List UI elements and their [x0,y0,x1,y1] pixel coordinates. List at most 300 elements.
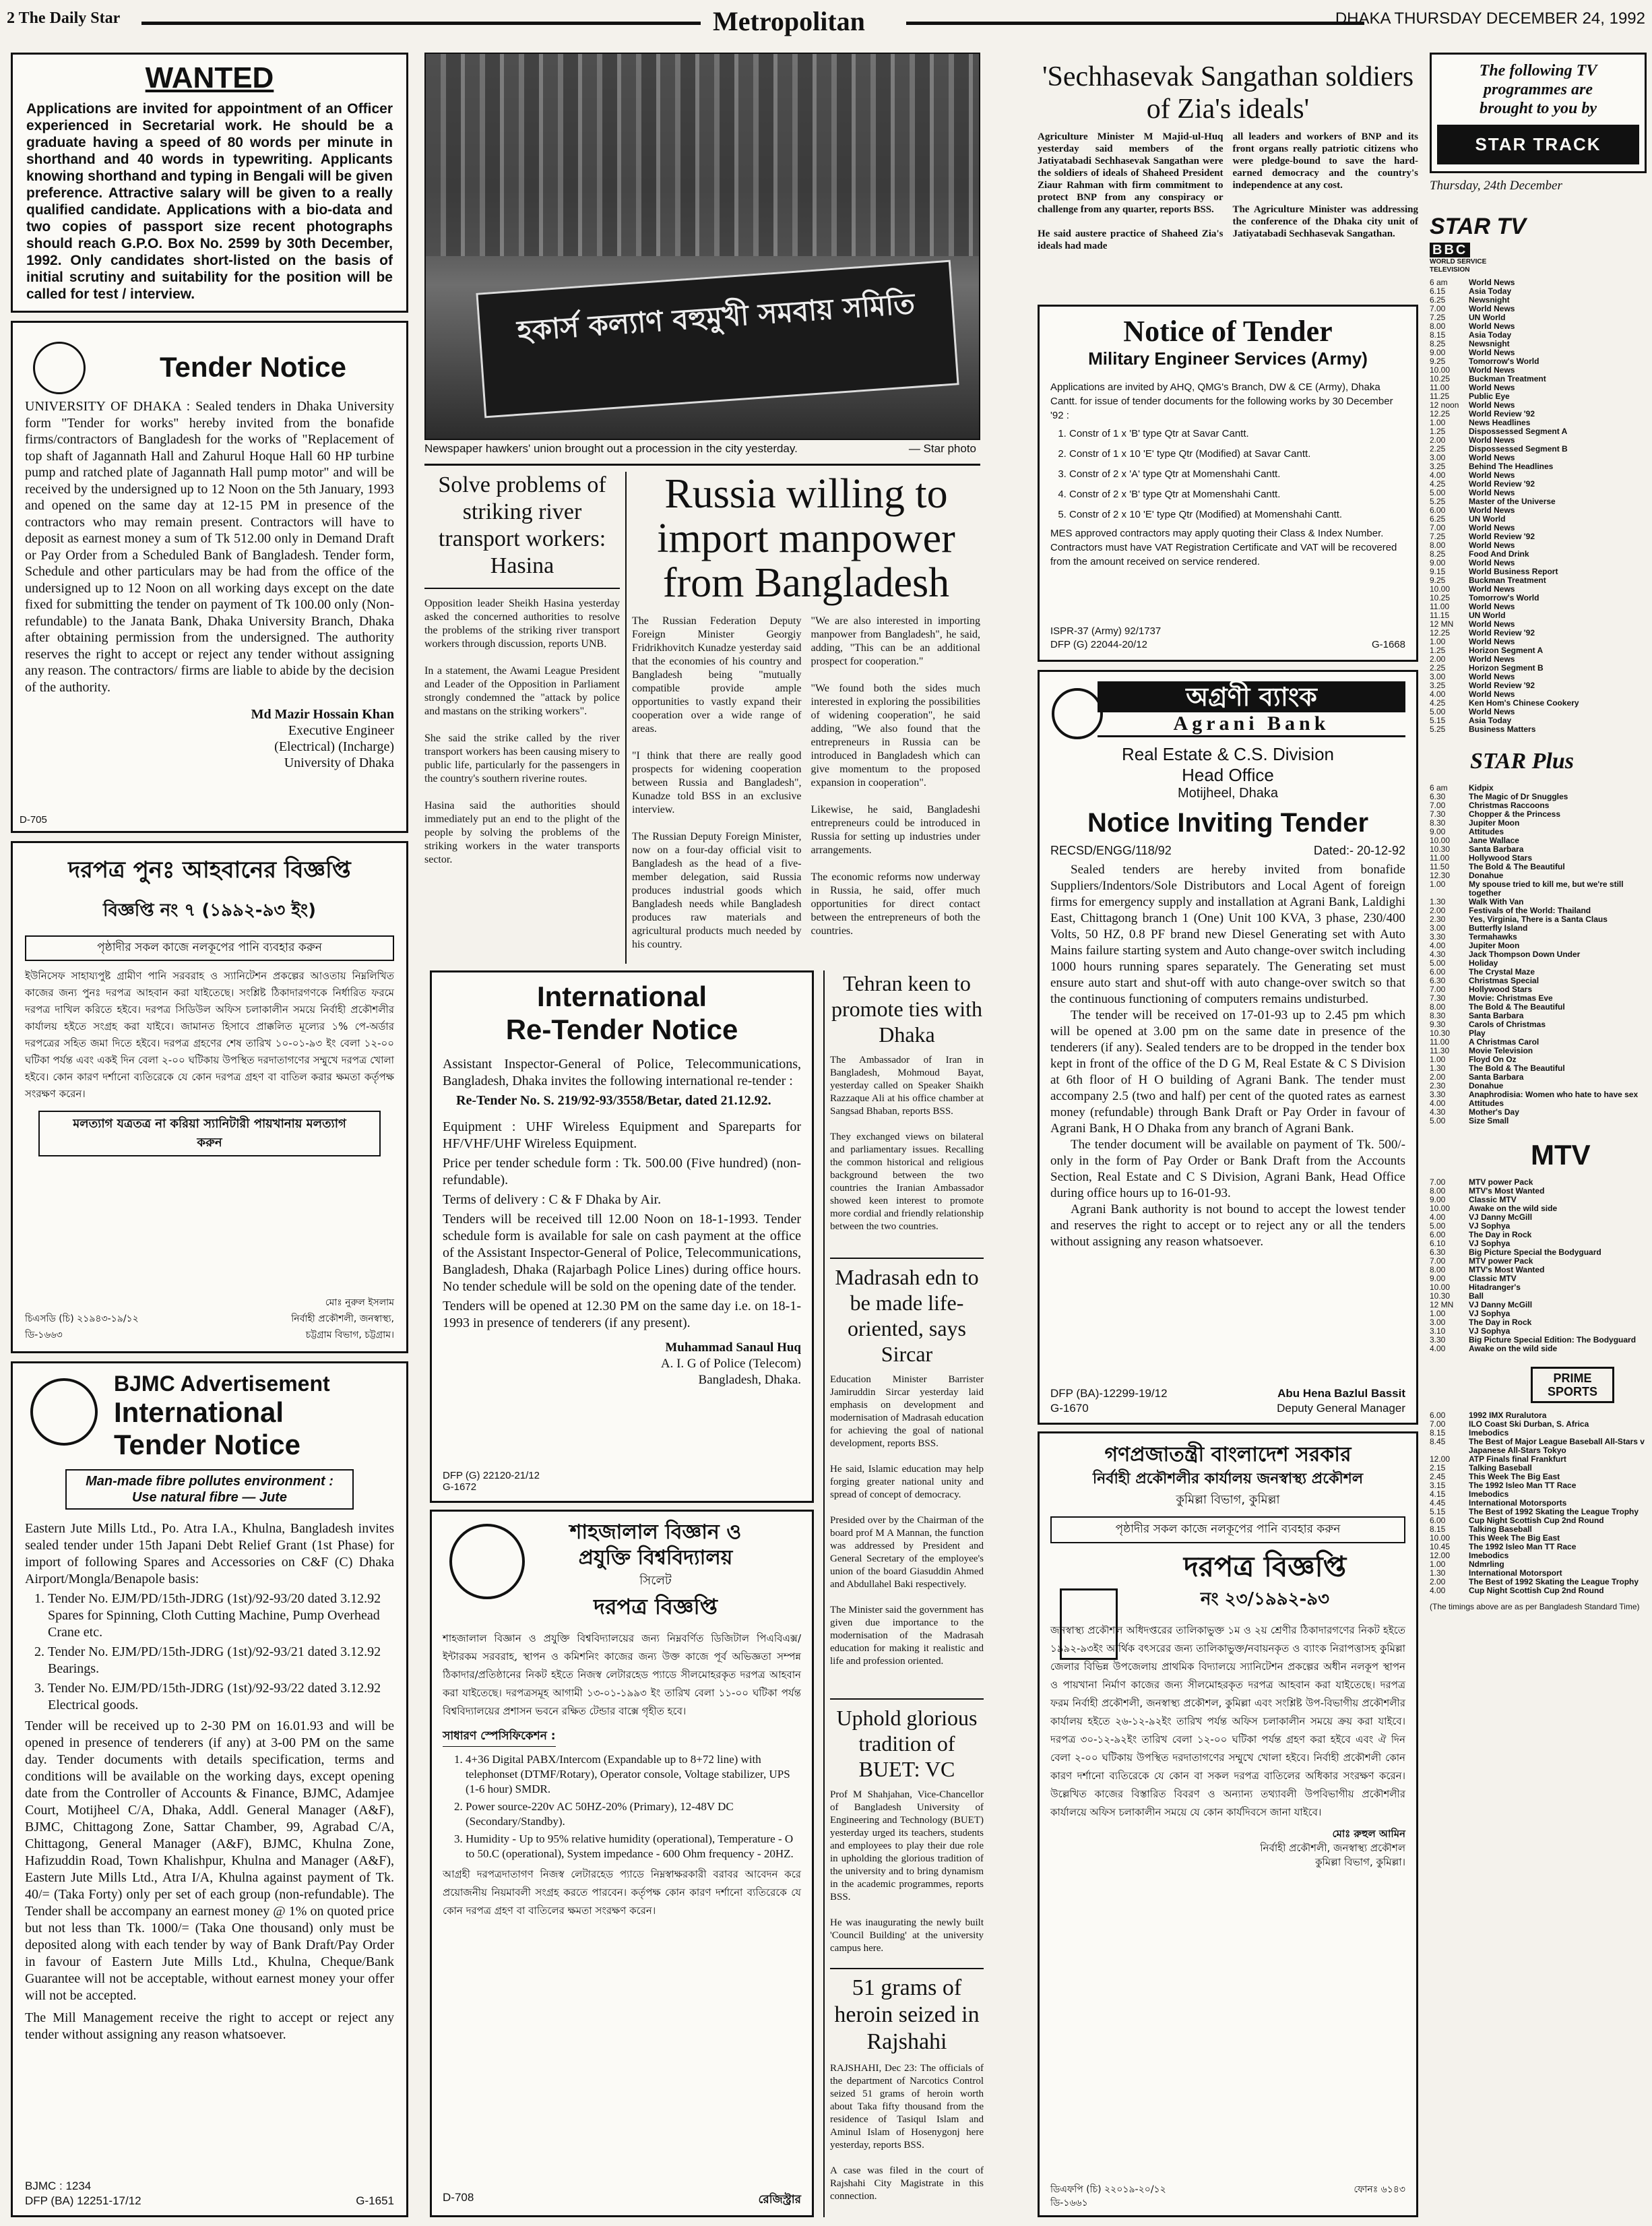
tv-programme: Imebodics [1469,1489,1509,1499]
tv-programme: World News [1469,689,1515,699]
tv-programme: Mother's Day [1469,1107,1519,1117]
masthead-left: 2 The Daily Star [7,9,121,27]
tv-schedule-row [1430,1231,1647,1239]
tv-programme: World News [1469,488,1515,497]
masthead-rule-right [906,22,1364,25]
tv-time: 3.00 [1430,453,1446,462]
tv-time: 12.00 [1430,1551,1451,1560]
tv-programme: 1992 IMX Ruralutora [1469,1411,1547,1420]
tv-programme: Talking Baseball [1469,1524,1532,1534]
tv-intro-2: programmes are [1484,81,1593,98]
gov-banner: পৃষ্ঠাদীর সকল কাজে নলকূপের পানি ব্যবহার করুন [1050,1516,1405,1543]
tv-schedule-row [1430,1003,1647,1012]
du-sig-l2: (Electrical) (Incharge) [274,739,394,754]
tv-intro-1: The following TV [1479,62,1597,80]
tv-programme: Imebodics [1469,1428,1509,1437]
tv-programme: Ndmrling [1469,1559,1504,1569]
mes-title: Notice of Tender [1123,315,1333,348]
tv-time: 6.00 [1430,505,1446,515]
agrani-sig-role: Deputy General Manager [1277,1402,1405,1415]
tv-time: 12.00 [1430,1454,1451,1464]
tv-schedule-row [1430,1038,1647,1047]
tv-programme: Festivals of the World: Thailand [1469,906,1591,915]
tv-programme: World Review '92 [1469,479,1535,489]
du-tender-notice [11,321,408,833]
tv-time: 4.25 [1430,698,1446,708]
du-emblem [33,342,86,394]
photo-rule [424,464,980,466]
tehran-headline: Tehran keen to promote ties with Dhaka [831,971,982,1047]
tv-programme: VJ Danny McGill [1469,1212,1533,1222]
sust-place: সিলেট [639,1574,672,1588]
tv-schedule-row [1430,1266,1647,1274]
tv-time: 2.00 [1430,435,1446,445]
tv-schedule-row [1430,810,1647,819]
tv-programme: The Bold & The Beautiful [1469,862,1565,871]
tv-time: 10.00 [1430,1282,1451,1292]
tv-time: 2.00 [1430,906,1446,915]
tehran-body: The Ambassador of Iran in Bangladesh, Mohmoud Bayat, yesterday called on Speaker Shaikh Razzaque Ali at his office chamber at Sangsad Bhaban, reports BSS. They exchanged views on bilateral and parliamentary issues. Recalling the common historical and religious background between the two countries the Iranian Ambassador showed keen interest to promote more cordial and friendly relationship between the two countries. [830,1055,984,1232]
agrani-division: Real Estate & C.S. Division [1121,744,1334,764]
tv-schedule-row [1430,383,1647,392]
mes-item: 3. Constr of 2 x 'A' type Qtr at Momenshahi Cantt. [1069,466,1405,483]
sust-body: শাহজালাল বিজ্ঞান ও প্রযুক্তি বিশ্ববিদ্যালয়ের জন্য নিম্নবর্ণিত ডিজিটাল পিএবিএক্স/ইন্টারকম সরবরাহ, স্থাপন ও কমিশনিং কাজের জন্য উক্ত কাজে পূর্ব অভিজ্ঞতা সম্পন্ন ঠিকাদার/প্রতিষ্ঠানের নিকট হইতে নিজস্ব লেটারহেড প্যাডে সীলমোহরকৃত দরপত্র আহবান করা যাইতেছে। দরপত্রসমূহ আগামী ১৩-০১-১৯৯৩ ইং তারিখ বেলা ১১-০০ ঘটিকা পর্যন্ত বিশ্ববিদ্যালয়ের প্রশাসন ভবনে রক্ষিত টেন্ডার বাক্সে গৃহীত হবে। [443,1632,801,1717]
tv-time: 4.00 [1430,470,1446,480]
tv-programme: Termahawks [1469,932,1517,941]
tv-programme: This Week The Big East [1469,1533,1560,1543]
tv-schedule-row [1430,819,1647,828]
tv-programme: Food And Drink [1469,549,1529,559]
zia-columns [1038,131,1418,252]
tv-time: 1.25 [1430,427,1446,436]
bjmc-ref3: G-1651 [356,2194,394,2207]
tv-time: 5.00 [1430,1116,1446,1125]
tv-programme: Santa Barbara [1469,1011,1524,1020]
tv-programme: Cup Night Scottish Cup 2nd Round [1469,1586,1604,1595]
russia-columns [632,615,980,952]
tv-schedule-row [1430,550,1647,559]
agrani-body-3: The tender document will be available on payment of Tk. 500/- only in the form of Pay Order or Bank Draft from the Accounts Section, Real Estate and C S Division, Agrani Bank, Head Office during office hours up to 16-01-93. [1050,1138,1405,1200]
sust-logo [449,1524,525,1599]
police-equipment: Equipment : UHF Wireless Equipment and Spareparts for HF/VHF/UHF Wireless Equipment. [443,1119,801,1151]
tv-time: 7.30 [1430,993,1446,1003]
tv-programme: MTV power Pack [1469,1177,1533,1187]
tv-programme: Jack Thompson Down Under [1469,950,1581,959]
tv-time: 4.25 [1430,479,1446,489]
police-tender-no: Re-Tender No. S. 219/92-93/3558/Betar, dated 21.12.92. [456,1093,771,1108]
tv-programme: Kidpix [1469,783,1494,793]
agrani-body-4: Agrani Bank authority is not bound to accept the lowest tender and reserves the right to accept or to reject any or all the tenders without assigning any reason whatsoever. [1050,1202,1405,1249]
tv-schedule-row [1430,673,1647,681]
tv-time: 10.30 [1430,1291,1451,1301]
tv-schedule-row [1430,1204,1647,1213]
police-retender [430,970,814,1503]
tv-time: 7.25 [1430,313,1446,322]
agrani-office: Head Office [1182,765,1274,785]
tv-time: 5.15 [1430,716,1446,725]
tv-schedule-row [1430,933,1647,941]
tv-schedule-row [1430,296,1647,305]
tv-time: 4.00 [1430,1099,1446,1108]
wanted-ad [11,53,408,313]
tv-programme: Jane Wallace [1469,836,1519,845]
gov-tender [1038,1431,1418,2217]
tv-time: 3.00 [1430,1318,1446,1327]
tv-time: 9.30 [1430,1020,1446,1029]
tv-programme: Asia Today [1469,716,1512,725]
tv-programme: Buckman Treatment [1469,374,1546,383]
tv-listings [1430,53,1647,2217]
tv-schedule-row [1430,1551,1647,1560]
tv-programme: Awake on the wild side [1469,1204,1558,1213]
tv-schedule-row [1430,1187,1647,1196]
tv-programme: World Review '92 [1469,628,1535,638]
tv-time: 8.00 [1430,1265,1446,1274]
tv-time: 2.00 [1430,1577,1446,1586]
mtv-logo: MTV [1531,1139,1591,1171]
tv-programme: Chopper & the Princess [1469,809,1561,819]
tv-programme: UN World [1469,611,1506,620]
tv-programme: Business Matters [1469,724,1536,734]
tv-programme: MTV's Most Wanted [1469,1265,1545,1274]
tv-time: 11.00 [1430,602,1450,611]
tv-schedule-row [1430,1108,1647,1117]
buet-body: Prof M Shahjahan, Vice-Chancellor of Bangladesh University of Engineering and Technology (BUET) yesterday urged its teachers, students and employees to play their due role in upholding the glorious tradition of the university and to bring dynamism in the academic programmes, reports BSS. He was inaugurating the newly built 'Council Building' at the university campus here. [830,1789,984,1954]
tv-intro-3: brought to you by [1479,100,1597,117]
hasina-story [424,472,620,964]
tv-time: 8.00 [1430,540,1446,550]
tv-schedule-row [1430,836,1647,845]
sust-tender [430,1510,814,2217]
police-body-1: Assistant Inspector-General of Police, Telecommunications, Bangladesh, Dhaka invites the following international re-tender : [443,1057,801,1088]
tv-schedule-row [1430,1117,1647,1125]
star-track-logo: STAR TRACK [1437,125,1639,164]
tv-programme: Hitadranger's [1469,1282,1521,1292]
tv-time: 11.00 [1430,383,1450,392]
tv-schedule-row [1430,1516,1647,1525]
du-sig-l3: University of Dhaka [284,755,394,770]
bbc-header [1430,243,1647,274]
bjmc-slogan-2: Use natural fibre — Jute [131,1490,288,1505]
tv-programme: World News [1469,672,1515,681]
tv-programme: Hollywood Stars [1469,985,1533,994]
tv-time: 3.25 [1430,681,1446,690]
tv-schedule-row [1430,845,1647,854]
tv-programme: World Review '92 [1469,409,1535,419]
tv-programme: World News [1469,321,1515,331]
gov-signature [1050,1827,1405,1869]
bjmc-tender [11,1361,408,2217]
russia-story [632,472,980,964]
tv-time: 9.15 [1430,567,1446,576]
tv-time: 7.00 [1430,1256,1446,1266]
tv-schedule-row [1430,924,1647,933]
tv-programme: Attitudes [1469,1099,1504,1108]
tv-time: 6.25 [1430,514,1446,524]
tv-programme: World News [1469,540,1515,550]
tv-programme: World News [1469,584,1515,594]
tv-time: 7.00 [1430,1419,1446,1429]
bn1-sig-role: নির্বাহী প্রকৌশলী, জনস্বাস্থ্য, [291,1313,394,1324]
tv-schedule-row [1430,950,1647,959]
police-ref2: G-1672 [443,1481,477,1493]
wanted-title: WANTED [145,61,274,94]
tv-programme: Play [1469,1028,1486,1038]
tv-schedule-row [1430,480,1647,489]
tv-time: 11.00 [1430,1037,1450,1047]
tv-schedule-row [1430,1455,1647,1464]
tv-schedule-row [1430,977,1647,985]
tv-time: 2.00 [1430,1072,1446,1082]
tv-programme: Master of the Universe [1469,497,1556,506]
photo-banner-text: হকার্স কল্যাণ বহুমুখী সমবায় সমিতি [516,286,916,348]
tv-time: 8.00 [1430,1002,1446,1012]
tv-programme: The 1992 Isleo Man TT Race [1469,1481,1577,1490]
police-signature [443,1340,801,1388]
tv-time: 5.00 [1430,958,1446,968]
sust-footer [443,2191,801,2210]
sust-sig: রেজিস্ট্রার [758,2193,801,2206]
tv-time: 6.00 [1430,1230,1446,1239]
tv-time: 7.30 [1430,809,1446,819]
buet-story [830,1698,984,1968]
police-title-1: International [536,981,707,1012]
tv-time: 10.30 [1430,1028,1451,1038]
tv-time: 7.00 [1430,304,1446,313]
bjmc-slogan [65,1469,354,1510]
sust-spec: 3. Humidity - Up to 95% relative humidity (operational), Temperature - O to 50.C (operational), System impedance - 600 Ohm frequency - 20HZ. [466,1832,801,1861]
tv-time: 2.25 [1430,444,1446,454]
bbc-logo: BBC [1430,243,1470,257]
procession-photo [424,53,980,440]
bn1-notice: মলত্যাগ যত্রতত্র না করিয়া স্যানিটারী পায়খানায় মলত্যাগ করুন [38,1111,381,1156]
tv-schedule-row [1430,699,1647,708]
tv-schedule-row [1430,331,1647,340]
sust-spec: 1. 4+36 Digital PABX/Intercom (Expandable up to 8+72 line) with telephonset (DTMF/Rotary), Operator console, Voltage stabilizer, UPS (1-6 hour) SMDR. [466,1752,801,1797]
tv-time: 7.00 [1430,801,1446,810]
tv-schedule-row [1430,524,1647,532]
bn1-footer [25,1295,394,1343]
police-sig-role: A. I. G of Police (Telecom) [660,1357,801,1371]
tv-programme: Newsnight [1469,295,1510,305]
tv-time: 7.25 [1430,532,1446,541]
mtv-schedule [1430,1178,1647,1353]
sust-spec-title: সাধারণ স্পেসিফিকেশন : [443,1727,556,1747]
gov-ref3: ফোনঃ ৬১৪৩ [1354,2184,1405,2195]
tv-time: 8.00 [1430,1186,1446,1196]
tv-schedule-row [1430,959,1647,968]
bn1-body: ইউনিসেফ সাহায্যপুষ্ট গ্রামীণ পানি সরবরাহ ও স্যানিটেশন প্রকল্পের আওতায় নিম্নলিখিত কাজের জন্য পুনঃ দরপত্র আহবান করা যাইতেছে। সংশ্লিষ্ট ঠিকাদারগণকে নির্ধারিত ফরমে দরপত্র দাখিল করিতে হইবে। দরপত্র সিডিউল অফিস চলাকালীন সময়ে নির্বাহী প্রকৌশলীর কার্যালয় হইতে সংগ্রহ করা যাইবে। জামানত হিসাবে প্রাক্কলিত মূল্যের ১% পে-অর্ডার দরপত্রের সহিত জমা দিতে হইবে। দরপত্র গ্রহণের শেষ তারিখ ১০-০১-৯৩ ইং বেলা ১২-০০ ঘটিকা পর্যন্ত এবং একই দিন বেলা ২-০০ ঘটিকায় উপস্থিত দরদাতাগণের সম্মুখে দরপত্র খোলা হইবে। কোন কারণ দর্শানো ব্যতিরেকে যে কোন দরপত্র গ্রহণ বা বাতিল করার ক্ষমতা কর্তৃপক্ষ সংরক্ষণ করেন। [25,970,394,1100]
tv-programme: World News [1469,470,1515,480]
agrani-name-bn: অগ্রণী ব্যাংক [1098,681,1405,712]
tv-programme: Newsnight [1469,339,1510,348]
tv-schedule-row [1430,541,1647,550]
bjmc-slogan-1: Man-made fibre pollutes environment : [86,1474,333,1489]
tv-time: 6.30 [1430,792,1446,801]
tv-programme: World News [1469,523,1515,532]
sust-ref: D-708 [443,2191,474,2204]
tv-programme: The Best of Major League Baseball All-Stars v Japanese All-Stars Tokyo [1469,1437,1645,1455]
mes-tender [1038,305,1418,662]
bjmc-ref1: BJMC : 1234 [25,2179,92,2192]
tv-time: 10.30 [1430,844,1451,854]
tv-time: 3.30 [1430,1090,1446,1099]
tv-programme: Holiday [1469,958,1498,968]
zia-headline: 'Sechhasevak Sangathan soldiers of Zia's ideals' [1042,61,1414,125]
tv-programme: Anaphrodisia: Women who hate to have sex [1469,1090,1639,1099]
tv-time: 10.45 [1430,1542,1451,1551]
tv-time: 7.00 [1430,523,1446,532]
tv-schedule-row [1430,287,1647,296]
agrani-place: Motijheel, Dhaka [1178,786,1278,801]
tv-programme: Asia Today [1469,286,1512,296]
tv-time: 8.15 [1430,1524,1446,1534]
tv-time: 1.00 [1430,1559,1446,1569]
agrani-tender [1038,670,1418,1425]
sust-spec: 2. Power source-220v AC 50HZ-20% (Primary), 12-48V DC (Secondary/Standby). [466,1799,801,1829]
tv-programme: Horizon Segment B [1469,663,1544,673]
tv-time: 7.00 [1430,985,1446,994]
tv-time: 6 am [1430,278,1448,287]
tv-time: 5.25 [1430,497,1446,506]
madrasah-body: Education Minister Barrister Jamiruddin Sircar yesterday laid emphasis on development and modernisation of Madrasah education for achieving the goal of national development, reports BSS. He said, Islamic education may help forging greater national unity and spread of concept of democracy. Presided over by the Chairman of the board prof M A Mannan, the function was addressed by President and General Secretary of the employee's union of the board Giasuddin Ahmed and Abdullahel Baki respectively. The Minister said the government has given due importance to the modernisation of the Madrasah education for making it realistic and life and profession oriented. [830,1374,984,1667]
tv-schedule-row [1430,1099,1647,1108]
agrani-name-en: Agrani Bank [1098,712,1405,737]
tv-schedule-row [1430,497,1647,506]
gov-well-icon [1060,1588,1118,1660]
tv-programme: World Business Report [1469,567,1558,576]
mes-intro: Applications are invited by AHQ, QMG's Branch, DW & CE (Army), Dhaka Cantt. for issue of tender documents for the following works by 30 December '92 : [1050,381,1393,421]
tv-programme: Floyd On Oz [1469,1055,1517,1064]
photo-banner [476,260,959,419]
tv-time: 3.30 [1430,1335,1446,1344]
tv-programme: Santa Barbara [1469,1072,1524,1082]
du-ref: D-705 [20,814,47,826]
tv-programme: Carols of Christmas [1469,1020,1546,1029]
tv-programme: Donahue [1469,871,1504,880]
tv-programme: World News [1469,654,1515,664]
tv-schedule-row [1430,716,1647,725]
gov-sig-place: কুমিল্লা বিভাগ, কুমিল্লা। [1315,1856,1405,1868]
tv-programme: My spouse tried to kill me, but we're still together [1469,879,1624,898]
tv-time: 4.00 [1430,1212,1446,1222]
col-divider [823,970,825,2217]
tv-programme: Christmas Raccoons [1469,801,1550,810]
tv-programme: World Review '92 [1469,532,1535,541]
tv-programme: World News [1469,637,1515,646]
star-plus-schedule [1430,784,1647,1125]
tv-programme: VJ Sophya [1469,1326,1511,1336]
tv-programme: World News [1469,602,1515,611]
photo-caption-text: Newspaper hawkers' union brought out a procession in the city yesterday. [424,442,798,455]
tv-schedule-row [1430,1318,1647,1327]
gov-header-3: কুমিল্লা বিভাগ, কুমিল্লা [1176,1493,1280,1507]
bengali-tender-1 [11,841,408,1353]
tv-time: 9.00 [1430,1274,1446,1283]
tv-schedule-row [1430,915,1647,924]
tv-programme: Big Picture Special the Bodyguard [1469,1247,1601,1257]
tv-schedule-row [1430,620,1647,629]
mes-subtitle: Military Engineer Services (Army) [1088,348,1368,369]
tv-time: 4.45 [1430,1498,1446,1508]
russia-col-2: "We are also interested in importing manpower from Bangladesh", he said, adding, "This can be an additional prospect for cooperation." "We found both the sides much interested in exploring the possibilities of widening cooperation", he said adding, "We also found that the entrepreneurs in Russia can be introduced in Bangladesh which can give momentum to the proposed expansion in cooperation". Likewise, he said, Bangladeshi entrepreneurs could be introduced in Russia for setting up industries under arrangements. The economic reforms now underway in Russia, he said, offer much opportunities for direct contact between the entrepreneurs of both the countries. [811,615,980,937]
tv-schedule-row [1430,1543,1647,1551]
tv-programme: ILO Coast Ski Durban, S. Africa [1469,1419,1589,1429]
tv-time: 12 MN [1430,619,1454,629]
tv-time: 3.10 [1430,1326,1446,1336]
du-signature [25,706,394,771]
tv-time: 3.25 [1430,462,1446,471]
tv-programme: Classic MTV [1469,1195,1517,1204]
tv-programme: The Best of 1992 Skating the League Trophy [1469,1577,1639,1586]
tv-time: 9.00 [1430,558,1446,567]
tv-programme: World News [1469,278,1515,287]
agrani-title: Notice Inviting Tender [1087,808,1369,838]
russia-headline: Russia willing to import manpower from Bangladesh [657,472,955,606]
agrani-dated: Dated:- 20-12-92 [1313,844,1405,857]
tv-time: 4.00 [1430,689,1446,699]
tv-time: 1.30 [1430,1063,1446,1073]
tv-time: 1.00 [1430,1055,1446,1064]
tv-programme: The Day in Rock [1469,1318,1532,1327]
tv-programme: World News [1469,348,1515,357]
mes-ref2: DFP (G) 22044-20/12 [1050,639,1147,650]
tv-programme: The Best of 1992 Skating the League Trophy [1469,1507,1639,1516]
prime-sports-schedule [1430,1411,1647,1595]
tv-time: 1.30 [1430,897,1446,906]
tv-programme: Dispossessed Segment A [1469,427,1568,436]
tv-schedule-row [1430,646,1647,655]
heroin-headline: 51 grams of heroin seized in Rajshahi [834,1975,980,2054]
tv-time: 10.00 [1430,1533,1451,1543]
tv-schedule-row [1430,532,1647,541]
tv-time: 12.25 [1430,628,1451,638]
tv-schedule-row [1430,471,1647,480]
gov-sig-role: নির্বাহী প্রকৌশলী, জনস্বাস্থ্য প্রকৌশল [1260,1842,1405,1854]
bn1-ref2: ডি-১৬৬৩ [25,1330,63,1340]
police-footer [443,1470,540,1493]
tv-schedule-row [1430,427,1647,436]
tv-time: 1.00 [1430,637,1446,646]
tv-programme: The Crystal Maze [1469,967,1535,977]
tv-time: 4.00 [1430,1586,1446,1595]
police-body-2: Tenders will be received till 12.00 Noon on 18-1-1993. Tender schedule form is available for sale on cash payment at the office of the Assistant Inspector-General of Police, Telecommunications, Bangladesh, Dhaka (Rajarbagh Police Lines) during office hours. No tender schedule will be sold on the opening date of the tender. [443,1212,801,1294]
agrani-recsd: RECSD/ENGG/118/92 [1050,844,1172,857]
tv-time: 6.30 [1430,1247,1446,1257]
bn1-ref1: চিএসডি (চি) ২১৯৪৩-১৯/১২ [25,1313,139,1324]
tv-time: 5.00 [1430,707,1446,716]
tv-time: 8.30 [1430,1011,1446,1020]
sust-title-2: প্রযুক্তি বিশ্ববিদ্যালয় [578,1546,733,1570]
tehran-story [830,970,984,1254]
mes-ref1: ISPR-37 (Army) 92/1737 [1050,625,1162,637]
tv-time: 7.00 [1430,1177,1446,1187]
tv-schedule-row [1430,681,1647,690]
du-sig-name: Md Mazir Hossain Khan [251,707,394,722]
tv-schedule-row [1430,305,1647,313]
tv-programme: Walk With Van [1469,897,1524,906]
tv-programme: Imebodics [1469,1551,1509,1560]
tv-schedule-row [1430,576,1647,585]
police-ref1: DFP (G) 22120-21/12 [443,1470,540,1481]
tv-time: 8.45 [1430,1437,1446,1446]
tv-schedule-row [1430,1248,1647,1257]
tv-schedule-row [1430,1274,1647,1283]
zia-col-2: all leaders and workers of BNP and its front organs really patriotic citizens who were pledge-bound to save the hard-earned democracy and the country's independence at any cost. The Agriculture Minister was addressing the conference of the Dhaka city unit of Jatiyatabadi Sechhasevak Sangathan. [1232,131,1418,239]
tv-schedule-row [1430,340,1647,348]
tv-footnote: (The timings above are as per Bangladesh Standard Time) [1430,1602,1640,1611]
tv-schedule-row [1430,1437,1647,1455]
